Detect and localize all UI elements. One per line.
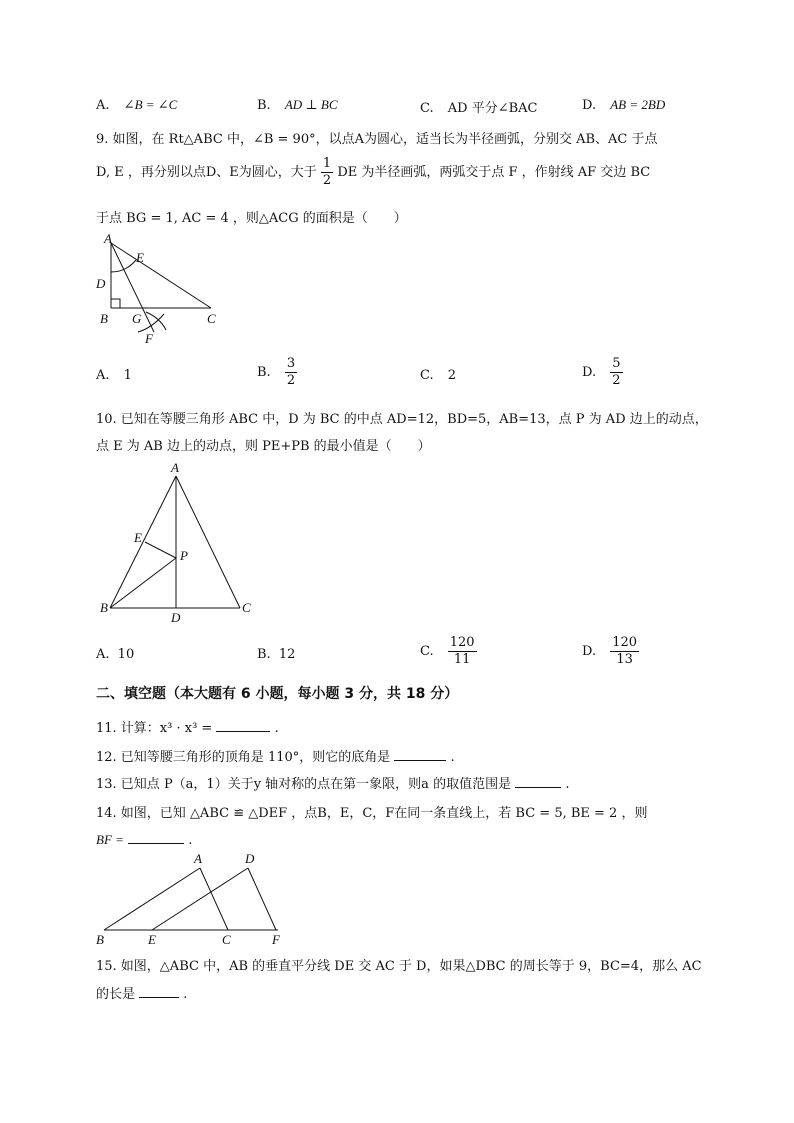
q14-label-c: C bbox=[222, 932, 231, 947]
q10-segment-ac bbox=[176, 476, 240, 608]
q9-segment-ac bbox=[111, 243, 211, 308]
q10-segment-pe bbox=[145, 542, 176, 558]
q10-label-b: B bbox=[100, 600, 108, 615]
q9-label-g: G bbox=[132, 311, 142, 326]
q9-right-angle-mark bbox=[111, 299, 120, 308]
q14-text-line2: BF = . bbox=[96, 832, 193, 848]
q10-label-p: P bbox=[180, 548, 188, 563]
q10-label-d: D bbox=[171, 610, 181, 625]
q14-segment-ac bbox=[200, 868, 228, 930]
q10-label-e: E bbox=[134, 530, 142, 545]
q12-answer-blank[interactable] bbox=[394, 748, 446, 761]
q14-label-b: B bbox=[96, 932, 104, 947]
q10-segment-pb bbox=[110, 558, 176, 608]
q8-option-c: C. AD 平分∠BAC bbox=[420, 101, 538, 116]
q9-label-a: A bbox=[104, 231, 112, 246]
q10-label-c: C bbox=[242, 600, 251, 615]
q8-option-b: B. AD ⊥ BC bbox=[257, 97, 338, 113]
q9-text-line2: D, E ，再分别以点D、E为圆心，大于 $\frac{1}{2}$ DE 为半径画弧，两弧交于点 F ，作射线 AF 交边 BC bbox=[96, 156, 651, 188]
q10-label-a: A bbox=[171, 460, 179, 475]
q10-text-line2: 点 E 为 AB 边上的动点，则 PE+PB 的最小值是（ ） bbox=[96, 439, 431, 454]
q9-fraction: $\frac{1}{2}$ bbox=[322, 156, 332, 188]
q10-option-a: A. 10 bbox=[96, 647, 135, 662]
q12: 12. 已知等腰三角形的顶角是 110°，则它的底角是 . bbox=[96, 750, 455, 765]
q15-text-line1: 15. 如图，△ABC 中，AB 的垂直平分线 DE 交 AC 于 D，如果△DBC 的周长等于 9，BC=4，那么 AC bbox=[96, 959, 702, 974]
q15-text-line2: 的长是 . bbox=[96, 987, 188, 1002]
q10-figure bbox=[96, 460, 266, 630]
q11-answer-blank[interactable] bbox=[216, 719, 270, 732]
q9-label-b: B bbox=[100, 311, 108, 326]
q14-label-e: E bbox=[148, 932, 156, 947]
q15-answer-blank[interactable] bbox=[139, 985, 179, 998]
q14-label-a: A bbox=[194, 851, 202, 866]
q9-label-d: D bbox=[96, 276, 106, 291]
q14-segment-df bbox=[248, 868, 276, 930]
q9-option-a: A. 1 bbox=[96, 368, 132, 383]
q14-answer-blank[interactable] bbox=[128, 831, 184, 844]
q9-figure bbox=[90, 228, 230, 348]
q9-text-line1: 9. 如图，在 Rt△ABC 中，∠B = 90°，以点A为圆心，适当长为半径画弧，分别交 AB、AC 于点 bbox=[96, 132, 658, 147]
q11: 11. 计算：x³ · x³ = . bbox=[96, 721, 279, 736]
q9-label-e: E bbox=[136, 250, 144, 265]
q14-label-f: F bbox=[272, 932, 280, 947]
q10-text-line1: 10. 已知在等腰三角形 ABC 中，D 为 BC 的中点 AD=12，BD=5，AB=13，点 P 为 AD 边上的动点， bbox=[96, 412, 708, 427]
q9-arc-f1 bbox=[138, 314, 164, 332]
q10-segment-ab bbox=[110, 476, 176, 608]
q10-option-b: B. 12 bbox=[257, 647, 296, 662]
q9-option-b: B. $\frac{3}{2}$ bbox=[257, 356, 296, 388]
q9-text-line3: 于点 BG = 1, AC = 4 ，则△ACG 的面积是（ ） bbox=[96, 211, 407, 226]
q10-option-c: C. $\frac{120}{11}$ bbox=[420, 635, 475, 667]
q13-answer-blank[interactable] bbox=[515, 775, 561, 788]
q14-segment-de bbox=[152, 868, 248, 930]
q14-figure bbox=[90, 850, 290, 950]
q10-option-d: D. $\frac{120}{13}$ bbox=[582, 635, 638, 667]
q9-option-c: C. 2 bbox=[420, 368, 457, 383]
q13: 13. 已知点 P（a，1）关于y 轴对称的点在第一象限，则a 的取值范围是 . bbox=[96, 777, 570, 792]
q9-option-d: D. $\frac{5}{2}$ bbox=[582, 356, 621, 388]
q9-arc-de bbox=[111, 260, 136, 272]
q14-text-line1: 14. 如图，已知 △ABC ≌ △DEF ，点B，E，C，F在同一条直线上，若 BC = 5, BE = 2 ，则 bbox=[96, 806, 648, 821]
q14-label-d: D bbox=[245, 851, 255, 866]
section-title-fill-blank: 二、填空题（本大题有 6 小题，每小题 3 分，共 18 分） bbox=[96, 686, 459, 702]
q8-option-d: D. AB = 2BD bbox=[582, 97, 666, 113]
q9-label-f: F bbox=[145, 331, 153, 346]
q8-option-a: A. ∠B = ∠C bbox=[96, 97, 178, 113]
q9-label-c: C bbox=[207, 311, 216, 326]
q14-segment-ab bbox=[104, 868, 200, 930]
